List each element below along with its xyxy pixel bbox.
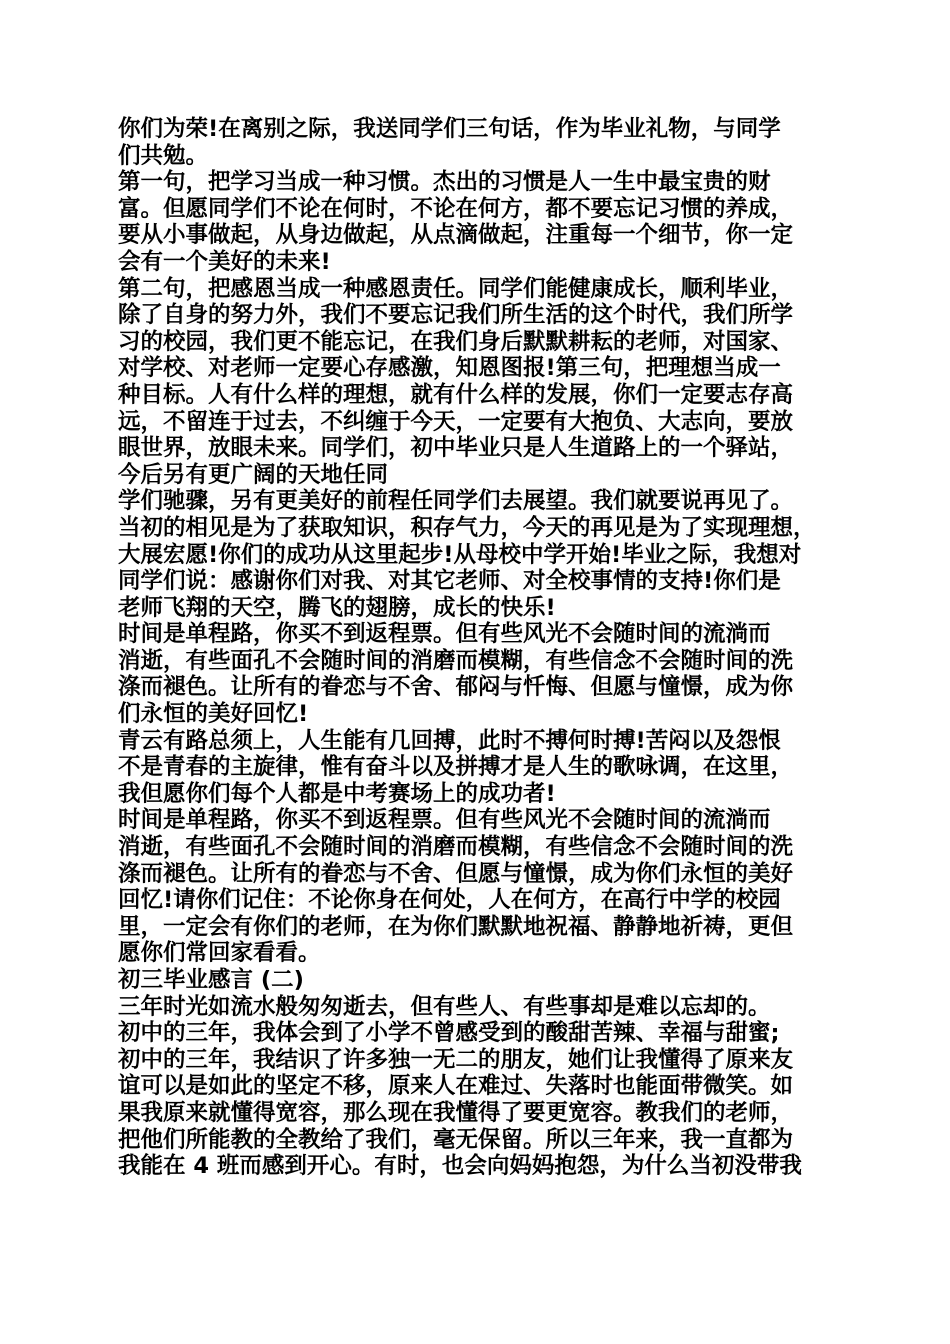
text-line: 我能在 4 班而感到开心。有时，也会向妈妈抱怨，为什么当初没带我 xyxy=(118,1153,802,1180)
text-line: 今后另有更广阔的天地任同 xyxy=(118,461,389,488)
text-line: 涤而褪色。让所有的眷恋与不舍、郁闷与忏悔、但愿与憧憬，成为你 xyxy=(118,674,794,701)
text-line: 同学们说：感谢你们对我、对其它老师、对全校事情的支持!你们是 xyxy=(118,568,781,595)
text-line: 们永恒的美好回忆! xyxy=(118,701,309,728)
text-line: 习的校园，我们更不能忘记，在我们身后默默耕耘的老师，对国家、 xyxy=(118,328,794,355)
text-line: 会有一个美好的未来! xyxy=(118,248,331,275)
text-line: 回忆!请你们记住：不论你身在何处，人在何方，在高行中学的校园 xyxy=(118,887,781,914)
text-line: 学们驰骤，另有更美好的前程任同学们去展望。我们就要说再见了。 xyxy=(118,488,794,515)
text-line: 眼世界，放眼未来。同学们，初中毕业只是人生道路上的一个驿站， xyxy=(118,435,794,462)
text-line: 富。但愿同学们不论在何时，不论在何方，都不要忘记习惯的养成， xyxy=(118,195,794,222)
text-line: 消逝，有些面孔不会随时间的消磨而模糊，有些信念不会随时间的洗 xyxy=(118,647,794,674)
text-line: 远，不留连于过去，不纠缠于今天，一定要有大抱负、大志向，要放 xyxy=(118,408,794,435)
text-line: 老师飞翔的天空，腾飞的翅膀，成长的快乐! xyxy=(118,594,556,621)
text-line: 把他们所能教的全教给了我们，毫无保留。所以三年来，我一直都为 xyxy=(118,1126,794,1153)
text-line: 涤而褪色。让所有的眷恋与不舍、但愿与憧憬，成为你们永恒的美好 xyxy=(118,860,794,887)
text-line: 消逝，有些面孔不会随时间的消磨而模糊，有些信念不会随时间的洗 xyxy=(118,834,794,861)
text-line: 除了自身的努力外，我们不要忘记我们所生活的这个时代，我们所学 xyxy=(118,302,794,329)
text-line: 大展宏愿!你们的成功从这里起步!从母校中学开始!毕业之际，我想对 xyxy=(118,541,802,568)
text-line: 初三毕业感言 (二) xyxy=(118,967,304,993)
document-page xyxy=(118,116,848,1180)
text-line: 初中的三年，我体会到了小学不曾感受到的酸甜苦辣、幸福与甜蜜; xyxy=(118,1020,780,1047)
text-line: 我但愿你们每个人都是中考赛场上的成功者! xyxy=(118,780,556,807)
text-line: 谊可以是如此的坚定不移，原来人在难过、失落时也能面带微笑。如 xyxy=(118,1073,794,1100)
text-line: 里，一定会有你们的老师，在为你们默默地祝福、静静地祈祷，更但 xyxy=(118,913,794,940)
text-line: 对学校、对老师一定要心存感激，知恩图报!第三句，把理想当成一 xyxy=(118,355,781,382)
text-line: 时间是单程路，你买不到返程票。但有些风光不会随时间的流淌而 xyxy=(118,621,771,648)
text-line: 三年时光如流水般匆匆逝去，但有些人、有些事却是难以忘却的。 xyxy=(118,993,771,1020)
text-line: 愿你们常回家看看。 xyxy=(118,940,321,967)
text-line: 当初的相见是为了获取知识，积存气力，今天的再见是为了实现理想， xyxy=(118,514,816,541)
text-line: 青云有路总须上，人生能有几回搏，此时不搏何时搏!苦闷以及怨恨 xyxy=(118,727,781,754)
text-line: 不是青春的主旋律，惟有奋斗以及拼搏才是人生的歌咏调，在这里， xyxy=(118,754,794,781)
text-line: 第二句，把感恩当成一种感恩责任。同学们能健康成长，顺利毕业， xyxy=(118,275,794,302)
text-line: 第一句，把学习当成一种习惯。杰出的习惯是人一生中最宝贵的财 xyxy=(118,169,771,196)
text-line: 你们为荣!在离别之际，我送同学们三句话，作为毕业礼物，与同学 xyxy=(118,116,781,142)
text-line: 果我原来就懂得宽容，那么现在我懂得了要更宽容。教我们的老师， xyxy=(118,1099,794,1126)
text-line: 时间是单程路，你买不到返程票。但有些风光不会随时间的流淌而 xyxy=(118,807,771,834)
text-line: 们共勉。 xyxy=(118,142,209,169)
text-line: 初中的三年，我结识了许多独一无二的朋友，她们让我懂得了原来友 xyxy=(118,1046,794,1073)
text-line: 要从小事做起，从身边做起，从点滴做起，注重每一个细节，你一定 xyxy=(118,222,794,249)
text-line: 种目标。人有什么样的理想，就有什么样的发展，你们一定要志存高 xyxy=(118,381,794,408)
